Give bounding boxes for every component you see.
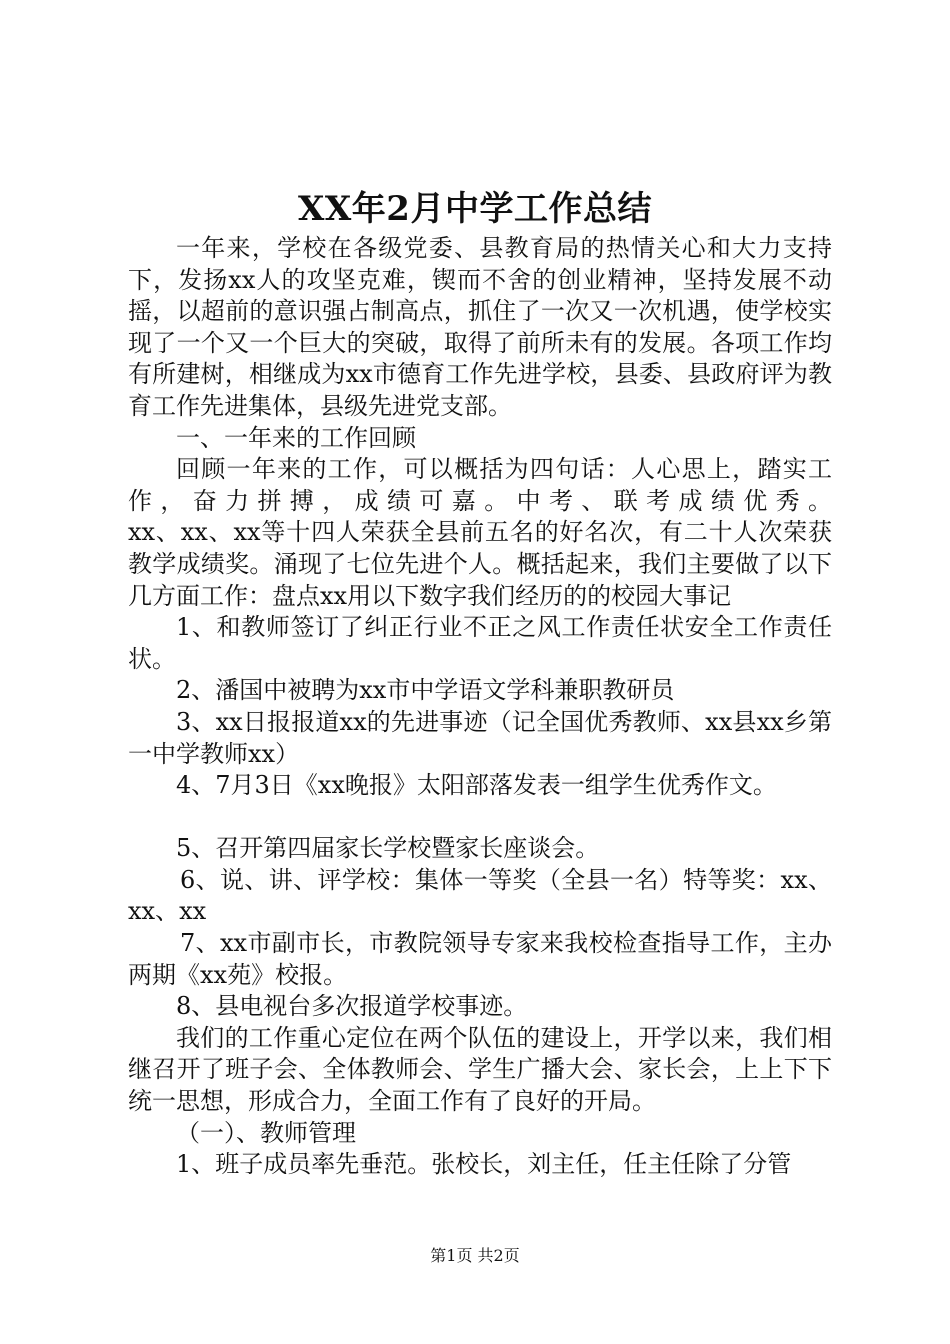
list-item-4: 4、7月3日《xx晚报》太阳部落发表一组学生优秀作文。: [176, 771, 777, 800]
list-item-3: 3、xx日报报道xx的先进事迹（记全国优秀教师、xx县xx乡第一中学教师xx）: [128, 707, 832, 768]
list-item-7: 7、xx市副市长，市教院领导专家来我校检查指导工作，主办两期《xx苑》校报。: [128, 929, 832, 989]
list-item-5: 5、召开第四届家长学校暨家长座谈会。: [176, 834, 600, 863]
blank-line: [128, 802, 832, 834]
list-item-6: 6、说、讲、评学校：集体一等奖（全县一名）特等奖：xx、xx、xx: [128, 865, 832, 926]
section-heading-review: 一、一年来的工作回顾: [176, 423, 416, 452]
section-heading-teacher-management: （一）、教师管理: [176, 1118, 356, 1147]
paragraph-review-details: xx、xx、xx等十四人荣获全县前五名的好名次，有二十人次荣获教学成绩奖。涌现了七位先进个人。概括起来，我们主要做了以下几方面工作：盘点xx用以下数字我们经历的的校园大事记: [128, 518, 832, 610]
paragraph-intro: 一年来，学校在各级党委、县教育局的热情关心和大力支持下，发扬xx人的攻坚克难，锲而不舍的创业精神，坚持发展不动摇，以超前的意识强占制高点，抓住了一次又一次机遇，使学校实现了一个又一个巨大的突破，取得了前所未有的发展。各项工作均有所建树，相继成为xx市德育工作先进学校，县委、县政府评为教育工作先进集体，县级先进党支部。: [128, 234, 832, 420]
document-title: XX年2月中学工作总结: [298, 189, 652, 229]
page-footer: 第1页 共2页: [430, 1246, 520, 1265]
paragraph-review-summary: 回顾一年来的工作，可以概括为四句话：人心思上，踏实工作，奋力拼搏，成绩可嘉。中考、联考成绩优秀。: [128, 455, 832, 515]
document-body: [128, 233, 832, 1181]
paragraph-leadership: 1、班子成员率先垂范。张校长，刘主任，任主任除了分管: [176, 1150, 792, 1179]
list-item-1: 1、和教师签订了纠正行业不正之风工作责任状安全工作责任状。: [128, 613, 832, 673]
list-item-8: 8、县电视台多次报道学校事迹。: [176, 992, 528, 1021]
paragraph-focus: 我们的工作重心定位在两个队伍的建设上，开学以来，我们相继召开了班子会、全体教师会、学生广播大会、家长会，上上下下统一思想，形成合力，全面工作有了良好的开局。: [128, 1023, 832, 1116]
list-item-2: 2、潘国中被聘为xx市中学语文学科兼职教研员: [176, 676, 675, 705]
